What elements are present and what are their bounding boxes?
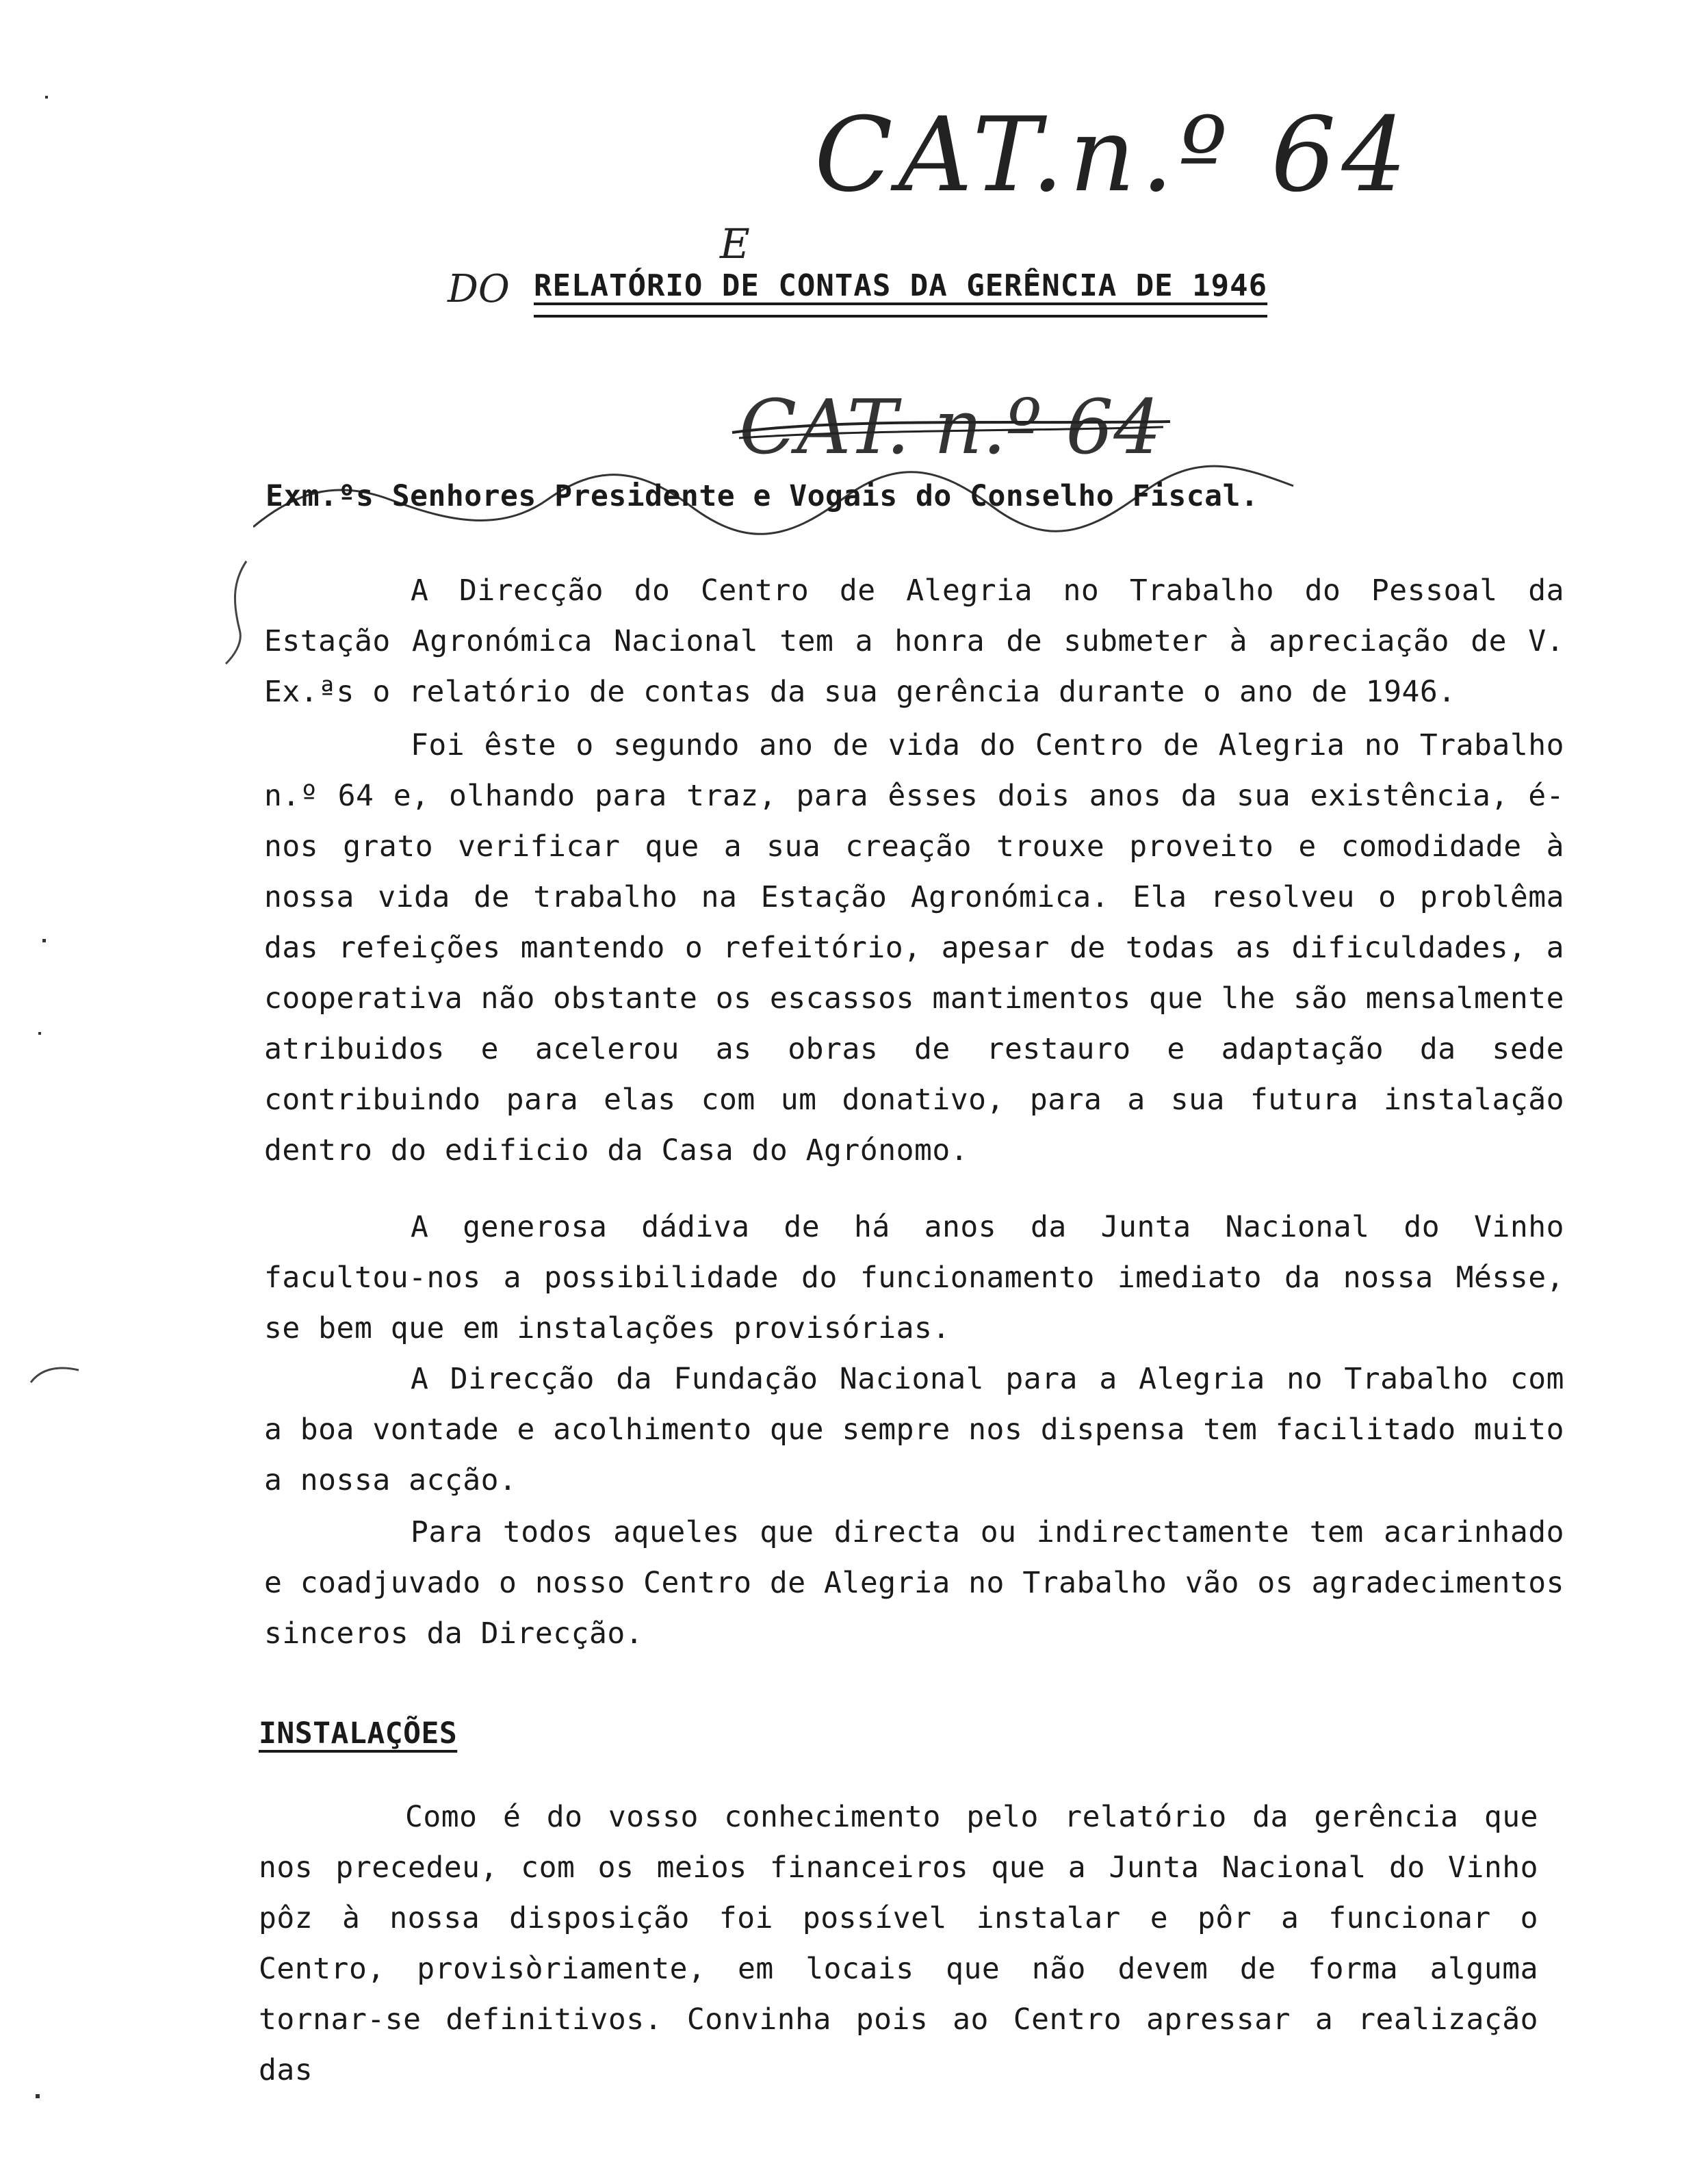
margin-bracket-mark [219,554,260,719]
margin-curve-mark [27,1362,82,1389]
handwritten-catalog-number: CAT.n.º 64 [814,96,1412,215]
margin-speck [38,1032,41,1035]
margin-speck [42,939,46,942]
margin-speck [36,2094,40,2098]
paragraph-second-year: Foi êste o segundo ano de vida do Centro de Alegria no Trabalho n.º 64 e, olhando para traz, para êsses dois anos da sua existência, é-nos grato verificar que a sua creação trouxe proveito e comodidade à nossa vida de trabalho na Estação Agronómica. Ela resolveu o problêma das refeições mantendo o refeitório, apesar de todas as dificuldades, a cooperativa não obstante os escassos mantimentos que lhe são mensalmente atribuidos e acelerou as obras de restauro e adaptação da sede contribuindo para elas com um donativo, para a sua futura instalação dentro do edificio da Casa do Agrónomo. [264,728,1564,1168]
salutation-line: Exm.ºs Senhores Presidente e Vogais do Conselho Fiscal. [266,479,1259,513]
margin-speck [45,96,48,99]
paragraph-intro: A Direcção do Centro de Alegria no Trabalho do Pessoal da Estação Agronómica Nacional tem a honra de submeter à apreciação de V. Ex.ªs o relatório de contas da sua gerência durante o ano de 1946. [264,573,1564,709]
title-double-underline [534,315,1267,318]
handwritten-title-prefix: DO [448,267,510,311]
paragraph-fundacao: A Direcção da Fundação Nacional para a Alegria no Trabalho com a boa vontade e acolhimento que sempre nos dispensa tem facilitado muito a nossa acção. [264,1362,1564,1497]
handwritten-title-insert: E [720,220,750,268]
paragraph-thanks: Para todos aqueles que directa ou indirectamente tem acarinhado e coadjuvado o nosso Centro de Alegria no Trabalho vão os agradecimentos sinceros da Direcção. [264,1515,1564,1651]
paragraph-junta-donation: A generosa dádiva de há anos da Junta Nacional do Vinho facultou-nos a possibilidade do funcionamento imediato da nossa Mésse, se bem que em instalações provisórias. [264,1210,1564,1345]
section-heading-instalacoes: INSTALAÇÕES [259,1716,458,1751]
strike-through-mark [725,397,1177,452]
struck-catalog-number: CAT. n.º 64 [739,383,1162,471]
document-title: RELATÓRIO DE CONTAS DA GERÊNCIA DE 1946 [534,268,1268,303]
paragraph-instalacoes: Como é do vosso conhecimento pelo relatório da gerência que nos precedeu, com os meios financeiros que a Junta Nacional do Vinho pôz à nossa disposição foi possível instalar e pôr a funcionar o Centro, provisòriamente, em locais que não devem de forma alguma tornar-se definitivos. Convinha pois ao Centro apressar a realização das [259,1800,1538,2087]
